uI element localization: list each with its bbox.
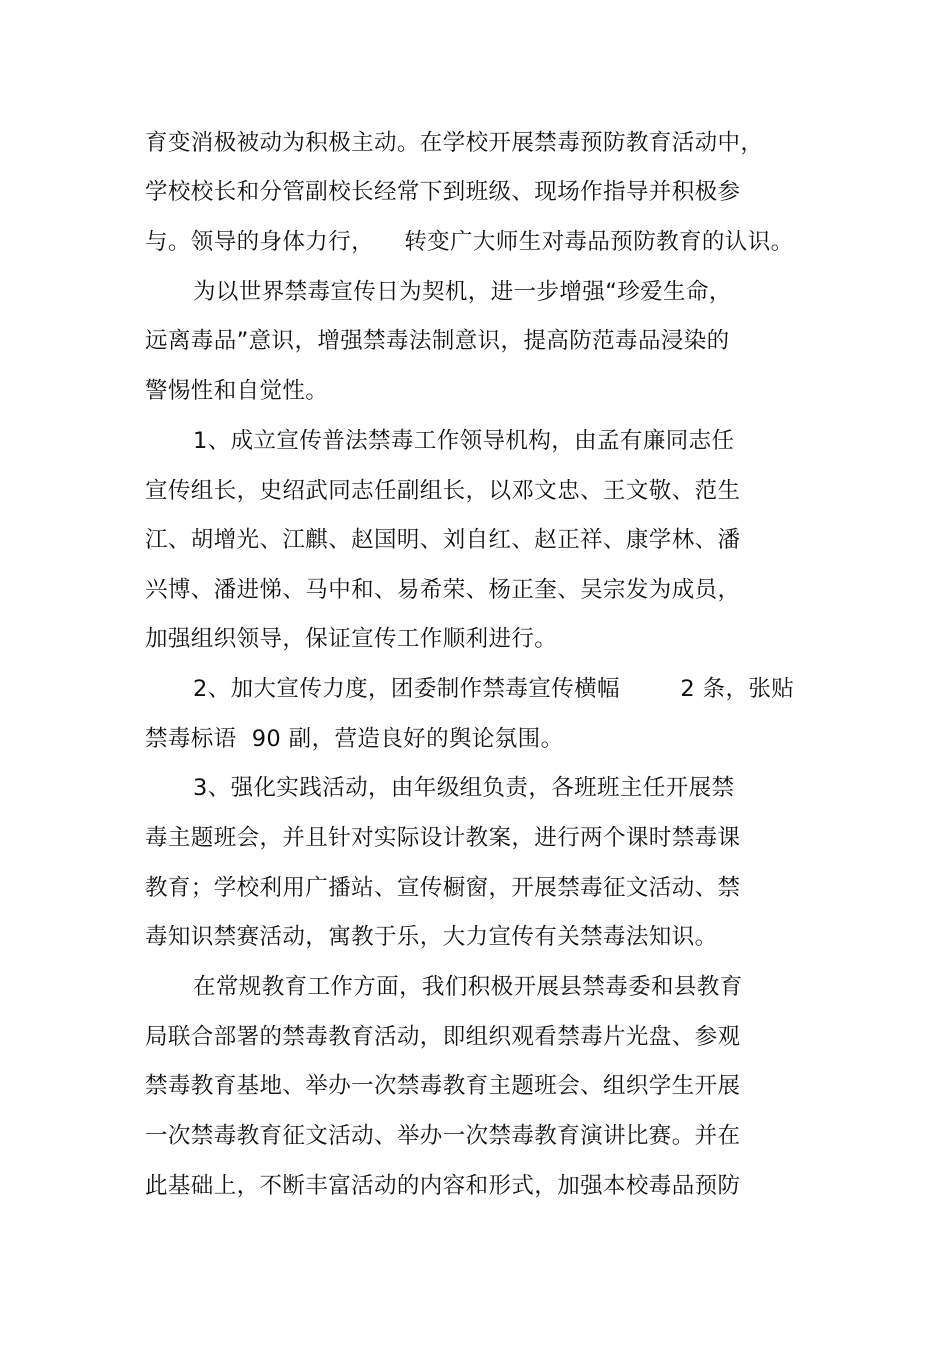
text-line: 兴博、潘进悌、马中和、易希荣、杨正奎、吴宗发为成员， [145,577,741,603]
text-line: 育变消极被动为积极主动。在学校开展禁毒预防教育活动中， [145,130,764,156]
paragraph-start-line: 为以世界禁毒宣传日为契机，进一步增强“珍爱生命， [193,279,732,305]
text-line: 一次禁毒教育征文活动、举办一次禁毒教育演讲比赛。并在 [145,1123,741,1149]
text-line: 教育；学校利用广播站、宣传橱窗，开展禁毒征文活动、禁 [145,875,741,901]
paragraph-start-line: 3、强化实践活动，由年级组负责，各班班主任开展禁 [193,775,735,801]
text-line: 江、胡增光、江麒、赵国明、刘自红、赵正祥、康学林、潘 [145,527,741,553]
text-line: 毒主题班会，并且针对实际设计教案，进行两个课时禁毒课 [145,825,741,851]
paragraph-start-line: 在常规教育工作方面，我们积极开展县禁毒委和县教育 [193,974,743,1000]
text-line: 此基础上，不断丰富活动的内容和形式，加强本校毒品预防 [145,1173,741,1199]
text-line: 毒知识禁赛活动，寓教于乐，大力宣传有关禁毒法知识。 [145,924,718,950]
text-line: 与。领导的身体力行， 转变广大师生对毒品预防教育的认识。 [145,229,794,255]
text-line: 禁毒教育基地、举办一次禁毒教育主题班会、组织学生开展 [145,1073,741,1099]
text-line: 宣传组长，史绍武同志任副组长，以邓文忠、王文敬、范生 [145,478,741,504]
text-line: 远离毒品”意识，增强禁毒法制意识，提高防范毒品浸染的 [145,328,730,354]
text-line: 禁毒标语 90 副，营造良好的舆论氛围。 [145,726,564,752]
text-line: 加强组织领导，保证宣传工作顺利进行。 [145,626,558,652]
text-line: 学校校长和分管副校长经常下到班级、现场作指导并积极参 [145,179,741,205]
paragraph-start-line: 2、加大宣传力度，团委制作禁毒宣传横幅 2 条，张贴 [193,676,795,702]
paragraph-start-line: 1、成立宣传普法禁毒工作领导机构，由孟有廉同志任 [193,428,735,454]
text-line: 局联合部署的禁毒教育活动，即组织观看禁毒片光盘、参观 [145,1024,741,1050]
text-line: 警惕性和自觉性。 [145,378,329,404]
